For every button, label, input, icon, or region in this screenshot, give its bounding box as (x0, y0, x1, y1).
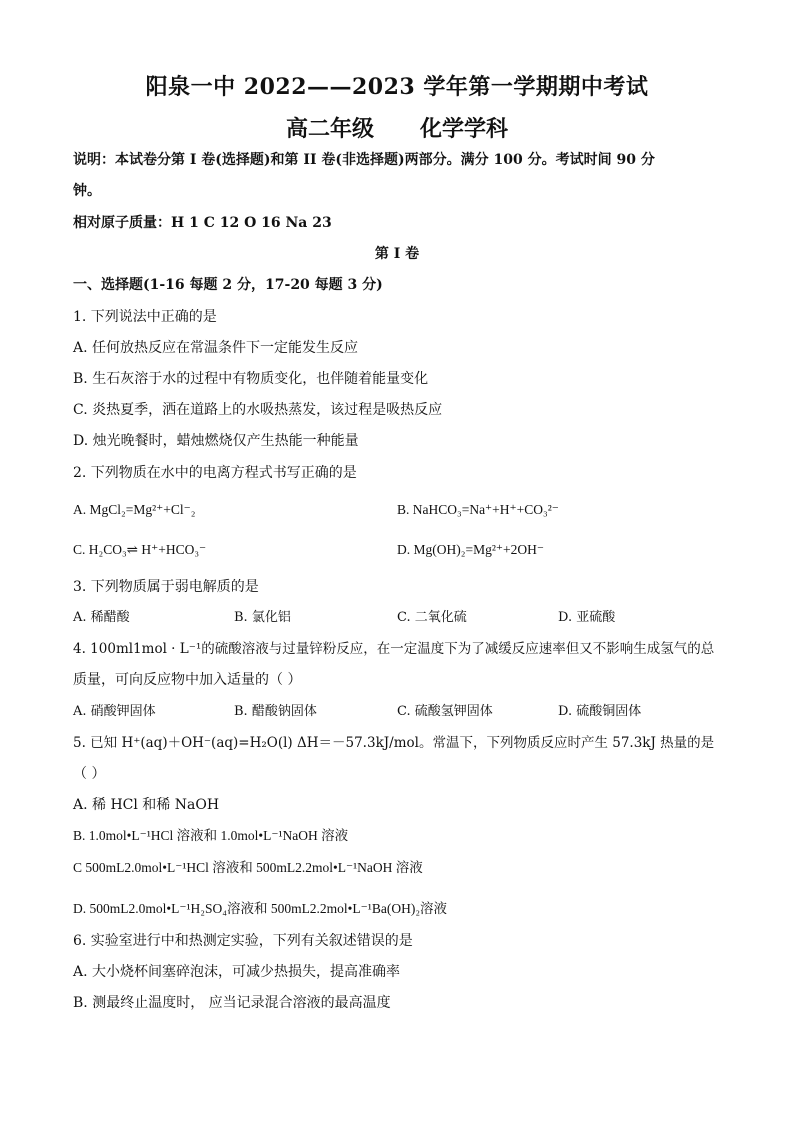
question-1-option-a: A. 任何放热反应在常温条件下一定能发生反应 (73, 340, 359, 356)
question-5-option-c: C 500mL2.0mol•L⁻¹HCl 溶液和 500mL2.2mol•L⁻¹NaOH 溶液 (73, 860, 423, 875)
exam-note-line-1: 说明：本试卷分第 I 卷(选择题)和第 II 卷(非选择题)两部分。满分 100 分。考试时间 90 分 (73, 152, 655, 168)
question-6-option-a: A. 大小烧杯间塞碎泡沫，可减少热损失，提高准确率 (73, 964, 401, 980)
question-5-option-a: A. 稀 HCl 和稀 NaOH (73, 797, 220, 813)
question-6-option-b: B. 测最终止温度时， 应当记录混合溶液的最高温度 (73, 995, 391, 1011)
question-1-option-b: B. 生石灰溶于水的过程中有物质变化，也伴随着能量变化 (73, 371, 429, 387)
question-4-option-a: A. 硝酸钾固体 (73, 704, 156, 719)
question-1-option-c: C. 炎热夏季，洒在道路上的水吸热蒸发，该过程是吸热反应 (73, 402, 443, 418)
question-6-stem: 6. 实验室进行中和热测定实验，下列有关叙述错误的是 (73, 933, 413, 949)
grade-subject-line (0, 112, 794, 143)
question-3-option-c: C. 二氧化硫 (397, 610, 467, 625)
question-1-stem: 1. 下列说法中正确的是 (73, 309, 217, 325)
question-2-option-a: A. MgCl₂=Mg²⁺+Cl⁻₂ (73, 502, 196, 517)
question-4-option-b: B. 醋酸钠固体 (234, 704, 317, 719)
question-4-stem-line-1: 4. 100ml1mol · L⁻¹的硫酸溶液与过量锌粉反应，在一定温度下为了减缓反应速率但又不影响生成氢气的总 (73, 641, 715, 657)
question-2-option-b: B. NaHCO₃=Na⁺+H⁺+CO₃²⁻ (397, 502, 559, 517)
question-4-stem-line-2: 质量，可向反应物中加入适量的（ ） (73, 672, 302, 688)
question-3-option-d: D. 亚硫酸 (558, 610, 616, 625)
question-1-option-d: D. 烛光晚餐时，蜡烛燃烧仅产生热能一种能量 (73, 433, 359, 449)
question-5-option-d: D. 500mL2.0mol•L⁻¹H₂SO₄溶液和 500mL2.2mol•L⁻¹Ba(OH)₂溶液 (73, 901, 448, 916)
exam-note-line-2: 钟。 (73, 183, 101, 199)
subject-label: 化学学科 (420, 116, 509, 142)
question-5-stem-line-1: 5. 已知 H⁺(aq)＋OH⁻(aq)=H₂O(l) ΔH＝－57.3kJ/mol。常温下，下列物质反应时产生 57.3kJ 热量的是 (73, 735, 715, 751)
question-5-option-b: B. 1.0mol•L⁻¹HCl 溶液和 1.0mol•L⁻¹NaOH 溶液 (73, 828, 349, 843)
volume-label: 第 I 卷 (374, 246, 420, 262)
question-3-option-a: A. 稀醋酸 (73, 610, 130, 625)
question-3-stem: 3. 下列物质属于弱电解质的是 (73, 579, 259, 595)
question-4-option-c: C. 硫酸氢钾固体 (397, 704, 493, 719)
question-2-option-c: C. H₂CO₃⇌ H⁺+HCO₃⁻ (73, 542, 207, 557)
question-5-stem-line-2: （ ） (73, 766, 106, 782)
atomic-mass-line: 相对原子质量：H 1 C 12 O 16 Na 23 (73, 215, 332, 231)
question-4-option-d: D. 硫酸铜固体 (558, 704, 642, 719)
question-3-option-b: B. 氯化铝 (234, 610, 291, 625)
question-2-option-d: D. Mg(OH)₂=Mg²⁺+2OH⁻ (397, 542, 544, 557)
question-2-stem: 2. 下列物质在水中的电离方程式书写正确的是 (73, 465, 357, 481)
exam-title: 阳泉一中 2022——2023 学年第一学期期中考试 (145, 74, 649, 100)
grade-label: 高二年级 (285, 116, 374, 142)
section-heading: 一、选择题(1-16 每题 2 分，17-20 每题 3 分) (73, 277, 383, 293)
